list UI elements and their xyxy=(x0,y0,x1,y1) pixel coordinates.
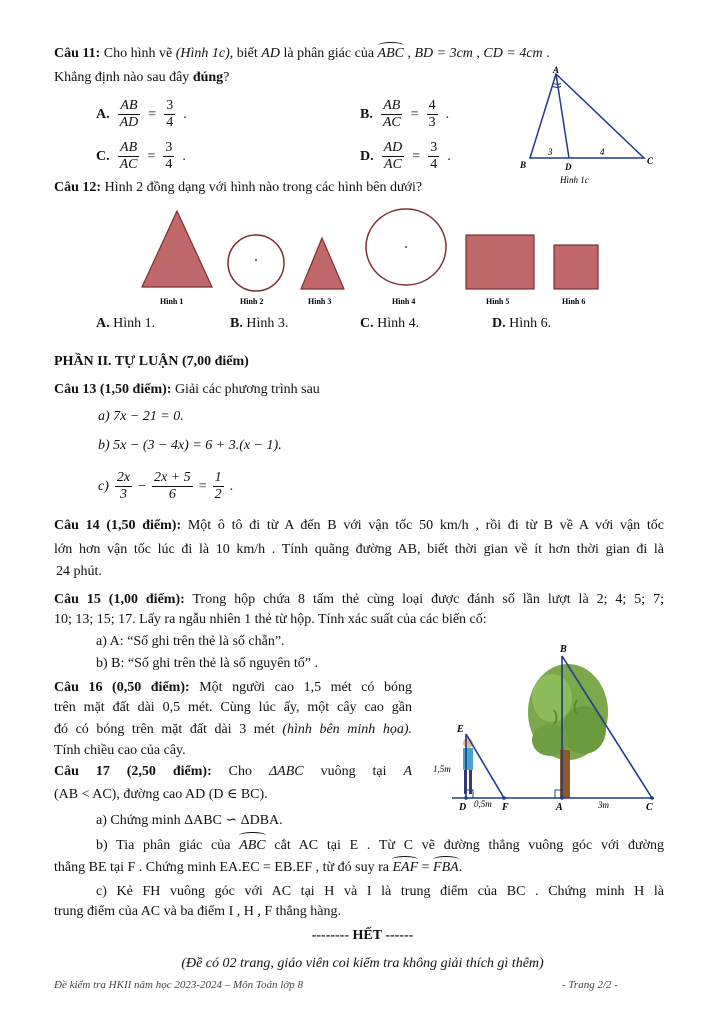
q17-line1: Câu 17 (2,50 điểm): Cho ΔABC vuông tại A xyxy=(54,764,413,779)
fig1c-bd-length: 3 xyxy=(548,147,553,157)
q17-part-a: a) Chứng minh ΔABC ∽ ΔDBA. xyxy=(96,813,283,828)
fig1c-label-d: D xyxy=(565,162,572,172)
shape-triangle-large xyxy=(142,211,212,287)
q14-line2: lớn hơn vận tốc lúc đi là 10 km/h . Tính quãng đường AB, biết thời gian về ít hơn thời gian đi là xyxy=(54,542,664,557)
shape-caption-4: Hình 4 xyxy=(392,297,416,306)
q15-line1: Câu 15 (1,00 điểm): Trong hộp chứa 8 tấm thẻ cùng loại được đánh số lần lượt là 2; 4; 5; 7; xyxy=(54,592,664,607)
q17-part-c-line1: c) Kẻ FH vuông góc với AC tại H và I là trung điểm của BC . Chứng minh H là xyxy=(96,884,664,899)
q13-label: Câu 13 (1,50 điểm): xyxy=(54,382,172,397)
q17-part-b-line2: thẳng BE tại F . Chứng minh EA.EC = EB.EF , từ đó suy ra EAF = FBA. xyxy=(54,860,463,875)
q13-part-c: c) $\frac{2x}{3}$ − $\frac{2x + 5}{6}$ = $\frac{1}{2}$ . xyxy=(98,470,234,502)
q12-line: Câu 12: Hình 2 đồng dạng với hình nào trong các hình bên dưới? xyxy=(54,180,423,195)
q13-part-a: a) 7x − 21 = 0. xyxy=(98,409,184,424)
fig1c-label-a: A xyxy=(553,65,560,75)
q13-part-b: b) 5x − (3 − 4x) = 6 + 3.(x − 1). xyxy=(98,438,282,453)
q16-line1: Câu 16 (0,50 điểm): Một người cao 1,5 mét có bóng xyxy=(54,680,413,695)
q13-line: Câu 13 (1,50 điểm): Giải các phương trình sau xyxy=(54,382,320,397)
q12-option-c: C. Hình 4. xyxy=(360,316,420,331)
q11-option-d: D. $\frac{AD}{AC}$ = $\frac{3}{4}$ . xyxy=(360,140,451,172)
q16-label: Câu 16 (0,50 điểm): xyxy=(54,680,190,695)
q12-option-d: D. Hình 6. xyxy=(492,316,552,331)
q15-label: Câu 15 (1,00 điểm): xyxy=(54,592,185,607)
tree-label-c: C xyxy=(646,802,653,813)
q12-option-a: A. Hình 1. xyxy=(96,316,156,331)
q17-part-b-line1: b) Tia phân giác của ABC cắt AC tại E . Từ C vẽ đường thẳng vuông góc với đường xyxy=(96,836,664,856)
tree-label-b: B xyxy=(560,644,567,655)
q14-line1: Câu 14 (1,50 điểm): Một ô tô đi từ A đến B với vận tốc 50 km/h , rồi đi từ B về A với vận tốc xyxy=(54,518,664,533)
fig1c-caption: Hình 1c xyxy=(560,175,589,185)
q11-option-c: C. $\frac{AB}{AC}$ = $\frac{3}{4}$ . xyxy=(96,140,186,172)
person-shadow-label: 0,5m xyxy=(474,799,492,809)
shapes-figure xyxy=(130,205,610,313)
tree-illustration xyxy=(528,664,608,798)
fig1c-label-c: C xyxy=(647,156,654,166)
person-illustration xyxy=(463,738,473,794)
shape-caption-3: Hình 3 xyxy=(308,297,332,306)
tree-shadow-figure xyxy=(432,640,667,816)
shape-caption-6: Hình 6 xyxy=(562,297,586,306)
tree-label-e: E xyxy=(457,724,464,735)
shape-triangle-small xyxy=(301,238,344,289)
tree-label-a: A xyxy=(556,802,563,813)
shape-caption-1: Hình 1 xyxy=(160,297,184,306)
fig1c-label-b: B xyxy=(520,160,527,170)
q15-part-a: a) A: “Số ghi trên thẻ là số chẵn”. xyxy=(96,634,285,649)
tree-label-d: D xyxy=(459,802,467,813)
exam-note: (Đề có 02 trang, giáo viên coi kiểm tra không giải thích gì thêm) xyxy=(181,956,544,971)
part2-heading: PHẦN II. TỰ LUẬN (7,00 điểm) xyxy=(54,354,249,369)
shape-circle-small xyxy=(228,235,284,291)
q16-line2: trên mặt đất dài 0,5 mét. Cùng lúc ấy, một cây cao gần xyxy=(54,700,412,715)
q14-label: Câu 14 (1,50 điểm): xyxy=(54,518,182,533)
q17-label: Câu 17 (2,50 điểm): xyxy=(54,764,212,779)
footer-left: Đề kiểm tra HKII năm học 2023-2024 – Môn Toán lớp 8 xyxy=(54,979,303,991)
q14-line3: 24 phút. xyxy=(56,564,102,579)
q11-line2: Khẳng định nào sau đây đúng? xyxy=(54,70,230,85)
fig1c-dc-length: 4 xyxy=(600,147,605,157)
tree-shadow-label: 3m xyxy=(598,800,609,810)
shape-square-small xyxy=(554,245,598,289)
q11-label: Câu 11: xyxy=(54,46,101,61)
triangle-figure-1c xyxy=(508,62,658,188)
q11-option-b: B. $\frac{AB}{AC}$ = $\frac{4}{3}$ . xyxy=(360,98,450,130)
q17-part-c-line2: trung điểm của AC và ba điểm I , H , F thẳng hàng. xyxy=(54,904,341,919)
tree-label-f: F xyxy=(502,802,509,813)
footer-page-number: - Trang 2/2 - xyxy=(562,979,618,991)
q15-part-b: b) B: “Số ghi trên thẻ là số nguyên tố” . xyxy=(96,656,319,671)
q16-line4: Tính chiều cao của cây. xyxy=(54,743,186,758)
q16-line3: đó có bóng trên mặt đất dài 3 mét (hình bên minh họa). xyxy=(54,722,412,737)
q11-option-a: A. $\frac{AB}{AD}$ = $\frac{3}{4}$ . xyxy=(96,98,187,130)
q12-option-b: B. Hình 3. xyxy=(230,316,289,331)
q15-line2: 10; 13; 15; 17. Lấy ra ngẫu nhiên 1 thẻ từ hộp. Tính xác suất của các biến cố: xyxy=(54,612,487,627)
shape-caption-5: Hình 5 xyxy=(486,297,510,306)
person-height-label: 1,5m xyxy=(433,764,451,774)
q12-label: Câu 12: xyxy=(54,180,102,195)
q11-line1: Câu 11: Cho hình vẽ (Hình 1c), biết AD là phân giác của ABC , BD = 3cm , CD = 4cm . xyxy=(54,46,550,61)
q17-line2: (AB < AC), đường cao AD (D ∈ BC). xyxy=(54,787,268,802)
shape-rectangle-large xyxy=(466,235,534,289)
end-marker: -------- HẾT ------ xyxy=(311,928,414,943)
shape-caption-2: Hình 2 xyxy=(240,297,264,306)
